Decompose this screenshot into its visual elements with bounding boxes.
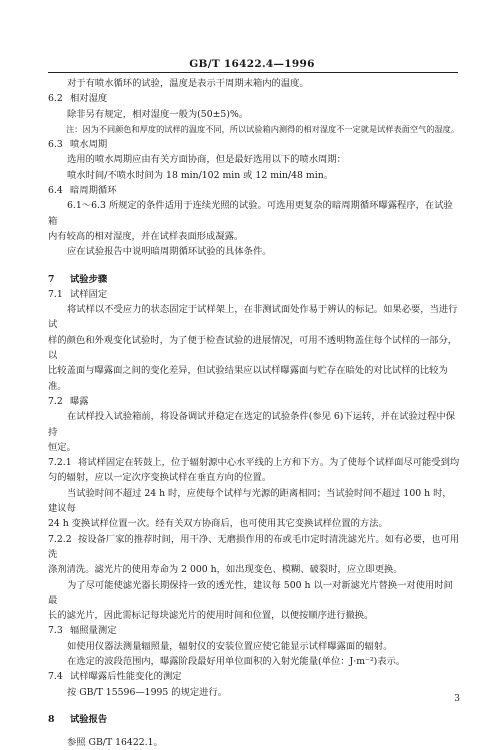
section-7-2-heading [48,394,460,409]
section-6-2-heading [48,91,460,106]
body-text: 长的滤光片，因此需标记每块滤光片的使用时间和位置，以便按顺序进行撤换。 [48,610,374,622]
body-text: 比较盖面与曝露面之间的变化差异，但试验结果应以试样曝露面与贮存在暗处的对比试样的比较为准。 [48,365,448,392]
section-7-1-heading [48,287,460,302]
section-number: 7.4 [48,671,63,683]
section-title: 暗周期循环 [70,185,117,197]
section-number: 7.1 [48,288,63,300]
body-text: 如使用仪器法测量辐照量，辐射仪的安装位置应使它能显示试样曝露面的辐射。 [67,640,393,652]
section-6-4-heading [48,183,460,198]
section-6-3-heading [48,137,460,152]
section-number: 7.2.2 [48,533,72,545]
body-text: 当试验时间不超过 24 h 时，应使每个试样与光源的距离相同；当试验时间不超过 100 h 时，建议每 [48,487,452,515]
body-text: 应在试验报告中说明暗周期循环试验的具体条件。 [67,246,272,258]
section-number: 6.2 [48,93,63,105]
body-text: 匀的辐射，应以一定次序变换试样在垂直方向的位置。 [48,472,272,484]
section-title: 喷水周期 [70,139,108,151]
section-title: 相对湿度 [70,93,108,105]
body-text: 样的颜色和外观变化试验时，为了便于检查试验的进展情况，可用不透明物盖住每个试样的一部分，以 [48,334,458,362]
section-number: 7.2 [48,395,63,407]
body-text: 恒定。 [48,441,76,453]
body-text: 6.1～6.3 所规定的条件适用于连续光照的试验。可选用更复杂的暗周期循环曝露程序，在试验箱 [48,200,453,227]
body-text: 涤剂清洗。滤光片的使用寿命为 2 000 h，如出现变色、模糊、破裂时，应立即更换。 [48,564,403,576]
body-text: 参照 GB/T 16422.1。 [67,737,163,749]
body-text: 将试样以不受应力的状态固定于试样架上，在非测试面处作易于辨认的标记。如果必要，当进行试 [48,304,458,331]
section-title: 试样曝露后性能变化的测定 [70,671,182,683]
section-title: 试验步骤 [70,273,108,285]
body-text: 为了尽可能使滤光器长期保持一致的透光性，建议每 500 h 以一对新滤光片替换一对使用时间最 [48,579,453,606]
section-number: 7.3 [48,625,63,637]
section-number: 6.3 [48,139,63,151]
body-text: 在试样投入试验箱前，将设备调试并稳定在选定的试验条件(参见 6)下运转，并在试验过程中保持 [48,411,455,438]
body-text: 除非另有规定，相对湿度一般为(50±5)%。 [67,108,249,120]
note-text: 注：因为不同颜色和厚度的试样的温度不同，所以试验箱内测得的相对湿度不一定就是试样表面空气的湿度。 [66,123,460,134]
section-8-heading [48,712,460,727]
header-rule [48,72,458,73]
section-title: 试样固定 [70,288,108,300]
section-title: 辐照量测定 [70,625,117,637]
section-7-3-heading [48,623,460,638]
section-7-4-heading [48,669,460,684]
body-text: 对于有喷水循环的试验，温度是表示干周期末箱内的温度。 [67,78,309,89]
section-7-2-2 [48,532,460,563]
section-number: 7 [48,273,55,285]
section-number: 8 [48,713,55,725]
body-text: 选用的喷水周期应由有关方面协商，但是最好选用以下的喷水周期： [67,154,346,166]
body-text: 按 GB/T 15596—1995 的规定进行。 [67,686,228,698]
page-header: GB/T 16422.4—1996 [189,58,315,70]
section-title: 曝露 [70,395,89,407]
section-7-2-1 [48,455,460,470]
page-number: 3 [454,694,460,704]
body-text: 将试样固定在转鼓上，位于辐射源中心水平线的上方和下方。为了使每个试样面尽可能受到均 [78,457,460,469]
body-text: 按设备厂家的推荐时间，用干净、无磨损作用的布或毛巾定时清洗滤光片。如有必要，也可用洗 [48,533,460,560]
body-text: 24 h 变换试样位置一次。经有关双方协商后，也可使用其它变换试样位置的方法。 [48,518,388,530]
section-7-heading [48,272,460,287]
body-text: 内有较高的相对湿度，并在试样表面形成凝露。 [48,230,244,242]
page-body [48,76,460,750]
section-number: 7.2.1 [48,457,72,469]
body-text: 喷水时间/不喷水时间为 18 min/102 min 或 12 min/48 min。 [67,169,333,181]
body-text: 在选定的波段范围内，曝露阶段最好用单位面积的入射光能量(单位：J·m⁻²)表示。 [67,655,406,667]
section-number: 6.4 [48,185,63,197]
section-title: 试验报告 [70,713,108,725]
